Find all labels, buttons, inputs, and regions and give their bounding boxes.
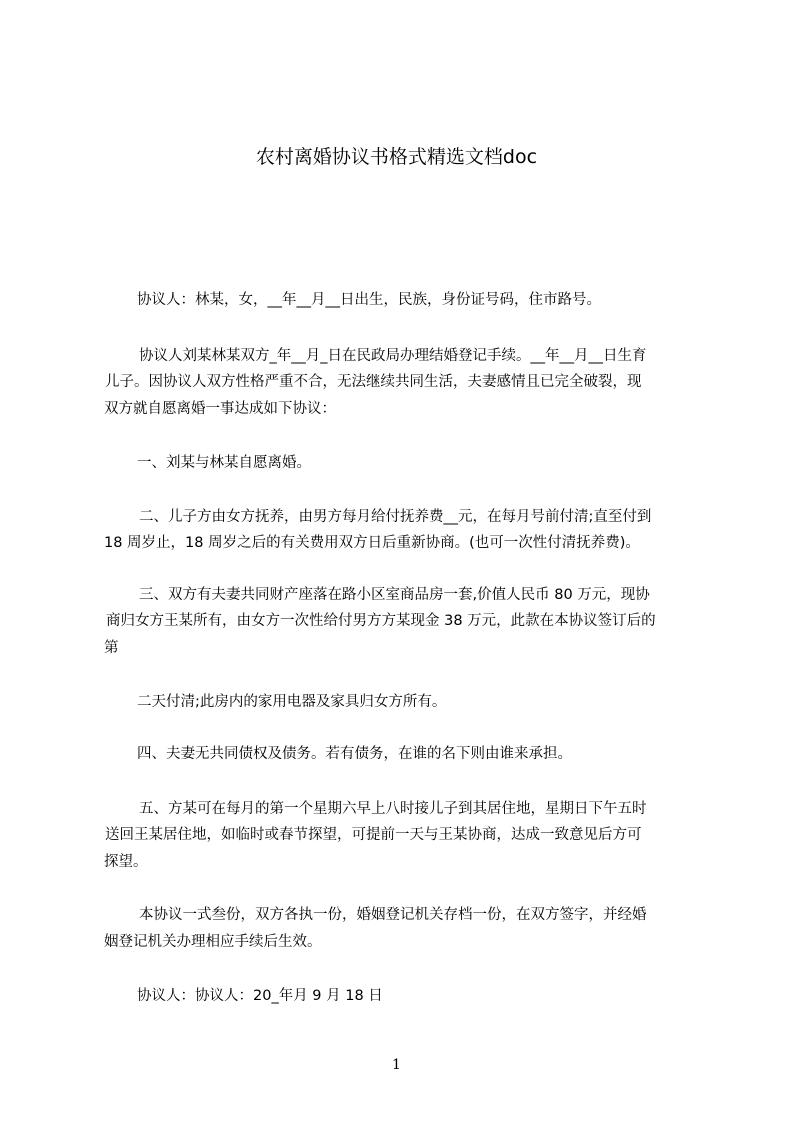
text-line-signatory: 协议人：林某，女，__年__月__日出生，民族，身份证号码，住市路号。: [137, 292, 601, 308]
text-line-clause2-1: 二、儿子方由女方抚养，由男方每月给付抚养费__元，在每月号前付清;直至付到: [139, 509, 652, 525]
text-line-clause3-3: 第: [104, 640, 119, 656]
text-line-para1-1: 协议人刘某林某双方_年__月_日在民政局办理结婚登记手续。__年__月__日生育: [139, 348, 647, 364]
text-line-clause4: 四、夫妻无共同债权及债务。若有债务，在谁的名下则由谁来承担。: [137, 746, 572, 762]
text-line-clause5-2: 送回王某居住地，如临时或春节探望，可提前一天与王某协商，达成一致意见后方可: [105, 827, 642, 843]
text-line-clause5-3: 探望。: [104, 854, 148, 870]
text-line-signature-date: 协议人：协议人：20_年月 9 月 18 日: [137, 988, 383, 1004]
text-line-closing-1: 本协议一式叁份，双方各执一份，婚姻登记机关存档一份，在双方签字，并经婚: [139, 907, 647, 923]
text-line-closing-2: 姻登记机关办理相应手续后生效。: [104, 934, 322, 950]
text-line-clause3-4: 二天付清;此房内的家用电器及家具归女方所有。: [137, 694, 447, 710]
document-title: 农村离婚协议书格式精选文档doc: [255, 146, 538, 168]
text-line-clause2-2: 18 周岁止，18 周岁之后的有关费用双方日后重新协商。(也可一次性付清抚养费)。: [104, 535, 640, 551]
text-line-para1-3: 双方就自愿离婚一事达成如下协议：: [104, 401, 336, 417]
page-number: 1: [392, 1057, 401, 1073]
text-line-para1-2: 儿子。因协议人双方性格严重不合，无法继续共同生活，夫妻感情且已完全破裂，现: [105, 374, 642, 390]
text-line-clause3-1: 三、双方有夫妻共同财产座落在路小区室商品房一套,价值人民币 80 万元，现协: [139, 587, 650, 603]
text-line-clause1: 一、刘某与林某自愿离婚。: [137, 455, 311, 471]
text-line-clause5-1: 五、方某可在每月的第一个星期六早上八时接儿子到其居住地，星期日下午五时: [139, 801, 647, 817]
text-line-clause3-2: 商归女方王某所有，由女方一次性给付男方方某现金 38 万元，此款在本协议签订后的: [106, 613, 656, 629]
